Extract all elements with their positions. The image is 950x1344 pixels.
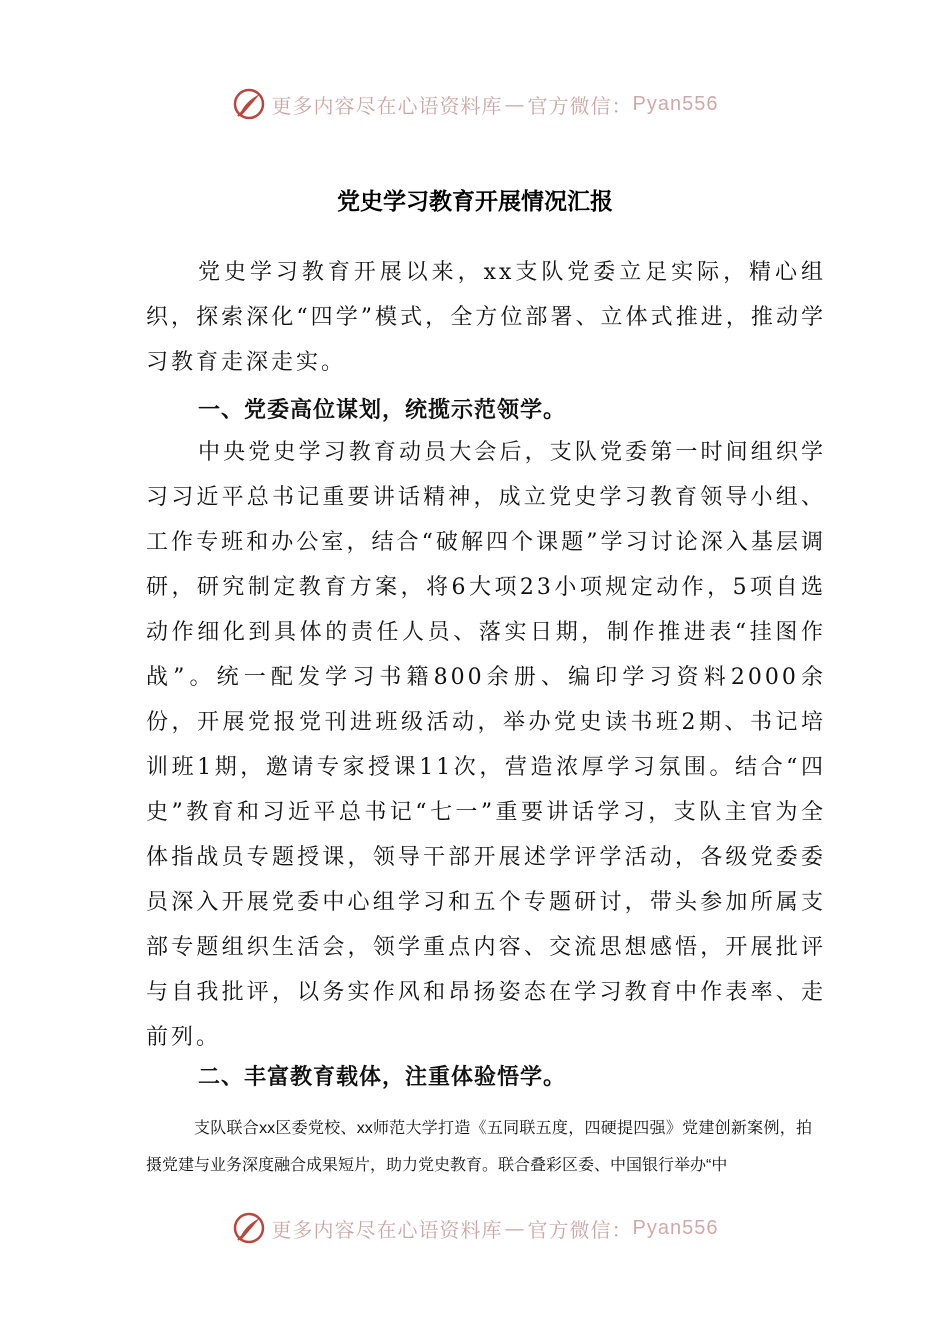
quill-logo-icon <box>232 87 266 121</box>
footer-watermark <box>0 1208 950 1248</box>
watermark-account: Pyan556 <box>632 1216 719 1239</box>
watermark-account: Pyan556 <box>632 92 719 115</box>
document-title: 党史学习教育开展情况汇报 <box>337 189 613 215</box>
section-1-paragraph: 中央党史学习教育动员大会后，支队党委第一时间组织学习习近平总书记重要讲话精神，成立党史学习教育领导小组、工作专班和办公室，结合“破解四个课题”学习讨论深入基层调研，研究制定教育方案，将6大项23小项规定动作，5项自选动作细化到具体的责任人员、落实日期，制作推进表“挂图作战”。统一配发学习书籍800余册、编印学习资料2000余份，开展党报党刊进班级活动，举办党史读书班2期、书记培训班1期，邀请专家授课11次，营造浓厚学习氛围。结合“四史”教育和习近平总书记“七一”重要讲话学习，支队主官为全体指战员专题授课，领导干部开展述学评学活动，各级党委委员深入开展党委中心组学习和五个专题研讨，带头参加所属支部专题组织生活会，领学重点内容、交流思想感悟，开展批评与自我批评，以务实作风和昂扬姿态在学习教育中作表率、走前列。 <box>146 440 826 1050</box>
section-2-paragraph: 支队联合xx区委党校、xx师范大学打造《五同联五度，四硬提四强》党建创新案例，拍摄党建与业务深度融合成果短片，助力党史教育。联合叠彩区委、中国银行举办“中 <box>146 1120 812 1174</box>
watermark-label: 官方微信： <box>527 1217 633 1242</box>
header-watermark <box>0 84 950 124</box>
watermark-site: 更多内容尽在心语资料库 <box>271 1217 503 1242</box>
section-2-heading: 二、丰富教育载体，注重体验悟学。 <box>198 1065 567 1090</box>
watermark-label: 官方微信： <box>527 93 633 118</box>
watermark-separator: — <box>504 92 526 116</box>
quill-logo-icon <box>232 1211 266 1245</box>
watermark-separator: — <box>504 1216 526 1240</box>
watermark-site: 更多内容尽在心语资料库 <box>271 93 503 118</box>
intro-paragraph: 党史学习教育开展以来，xx支队党委立足实际，精心组织，探索深化“四学”模式，全方位部署、立体式推进，推动学习教育走深走实。 <box>146 260 826 375</box>
section-1-heading: 一、党委高位谋划，统揽示范领学。 <box>198 398 567 423</box>
